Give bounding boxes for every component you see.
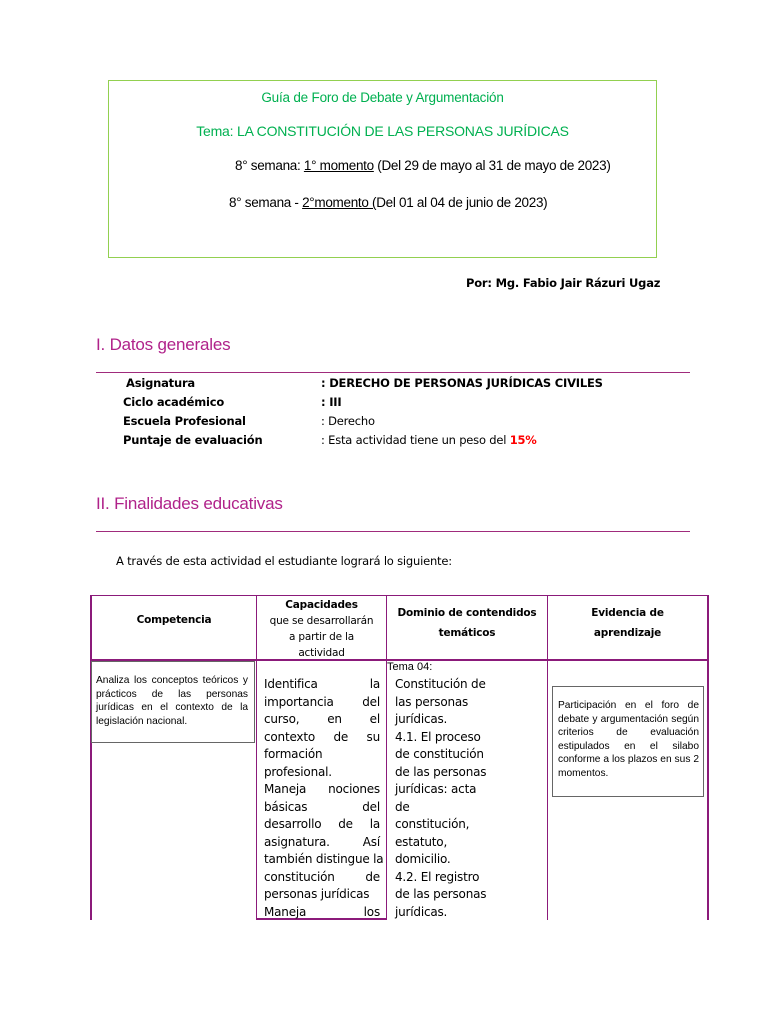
weight-percentage: 15% (509, 433, 537, 447)
guide-title: Guía de Foro de Debate y Argumentación (261, 90, 504, 105)
week-second-moment: 8° semana - 2°momento (Del 01 al 04 de junio de 2023) (229, 195, 548, 210)
table-border-left (90, 595, 92, 920)
header-competencia: Competencia (136, 614, 212, 626)
section-title-general-data: I. Datos generales (96, 335, 231, 354)
dominio-text: Constitución de las personas jurídicas. 4.1. El proceso de constitución de las personas jurídicas: acta de constitución, estatuto, domicilio. 4.2. El registro de las personas jurídicas. (395, 677, 487, 919)
value-puntaje: : Esta actividad tiene un peso del 15% (321, 433, 537, 447)
header-box (108, 80, 657, 258)
table-col-divider (547, 595, 548, 920)
value-asignatura: : DERECHO DE PERSONAS JURÍDICAS CIVILES (321, 376, 603, 390)
label-puntaje: Puntaje de evaluación (123, 433, 263, 447)
value-escuela: : Derecho (321, 414, 375, 428)
author-line: Por: Mg. Fabio Jair Rázuri Ugaz (466, 276, 661, 290)
section-divider (96, 372, 690, 373)
table-border-top (90, 595, 709, 596)
label-asignatura: Asignatura (126, 376, 195, 390)
value-ciclo: : III (321, 395, 342, 409)
header-dominio: Dominio de contendidos temáticos (397, 607, 537, 639)
evidencia-text: Participación en el foro de debate y argumentación según criterios de evaluación estipulados en el silabo conforme a los plazos en sus 2 momentos. (558, 700, 699, 779)
label-ciclo: Ciclo académico (123, 395, 225, 409)
tema-label: Tema 04: (387, 661, 433, 673)
section-divider (96, 531, 690, 532)
section-title-educational-goals: II. Finalidades educativas (96, 494, 283, 513)
label-escuela: Escuela Profesional (123, 414, 246, 428)
header-evidencia: Evidencia de aprendizaje (591, 607, 664, 639)
table-border-right (707, 595, 709, 920)
capacidades-text: Identifica la importancia del curso, en el contexto de su formación profesional. Maneja nociones básicas del desarrollo de la asignatura. Así también distingue la constitución de personas jurídicas Maneja los (264, 677, 384, 919)
header-capacidades: Capacidades que se desarrollarán a partir de la actividad (269, 599, 374, 659)
week-first-moment: 8° semana: 1° momento (Del 29 de mayo al 31 de mayo de 2023) (235, 158, 611, 173)
competencia-text: Analiza los conceptos teóricos y prácticos de las personas jurídicas en el contexto de la legislación nacional. (96, 675, 248, 727)
guide-topic: Tema: LA CONSTITUCIÓN DE LAS PERSONAS JURÍDICAS (196, 123, 569, 139)
section-intro: A través de esta actividad el estudiante logrará lo siguiente: (116, 554, 452, 568)
table-col-divider (386, 595, 387, 920)
